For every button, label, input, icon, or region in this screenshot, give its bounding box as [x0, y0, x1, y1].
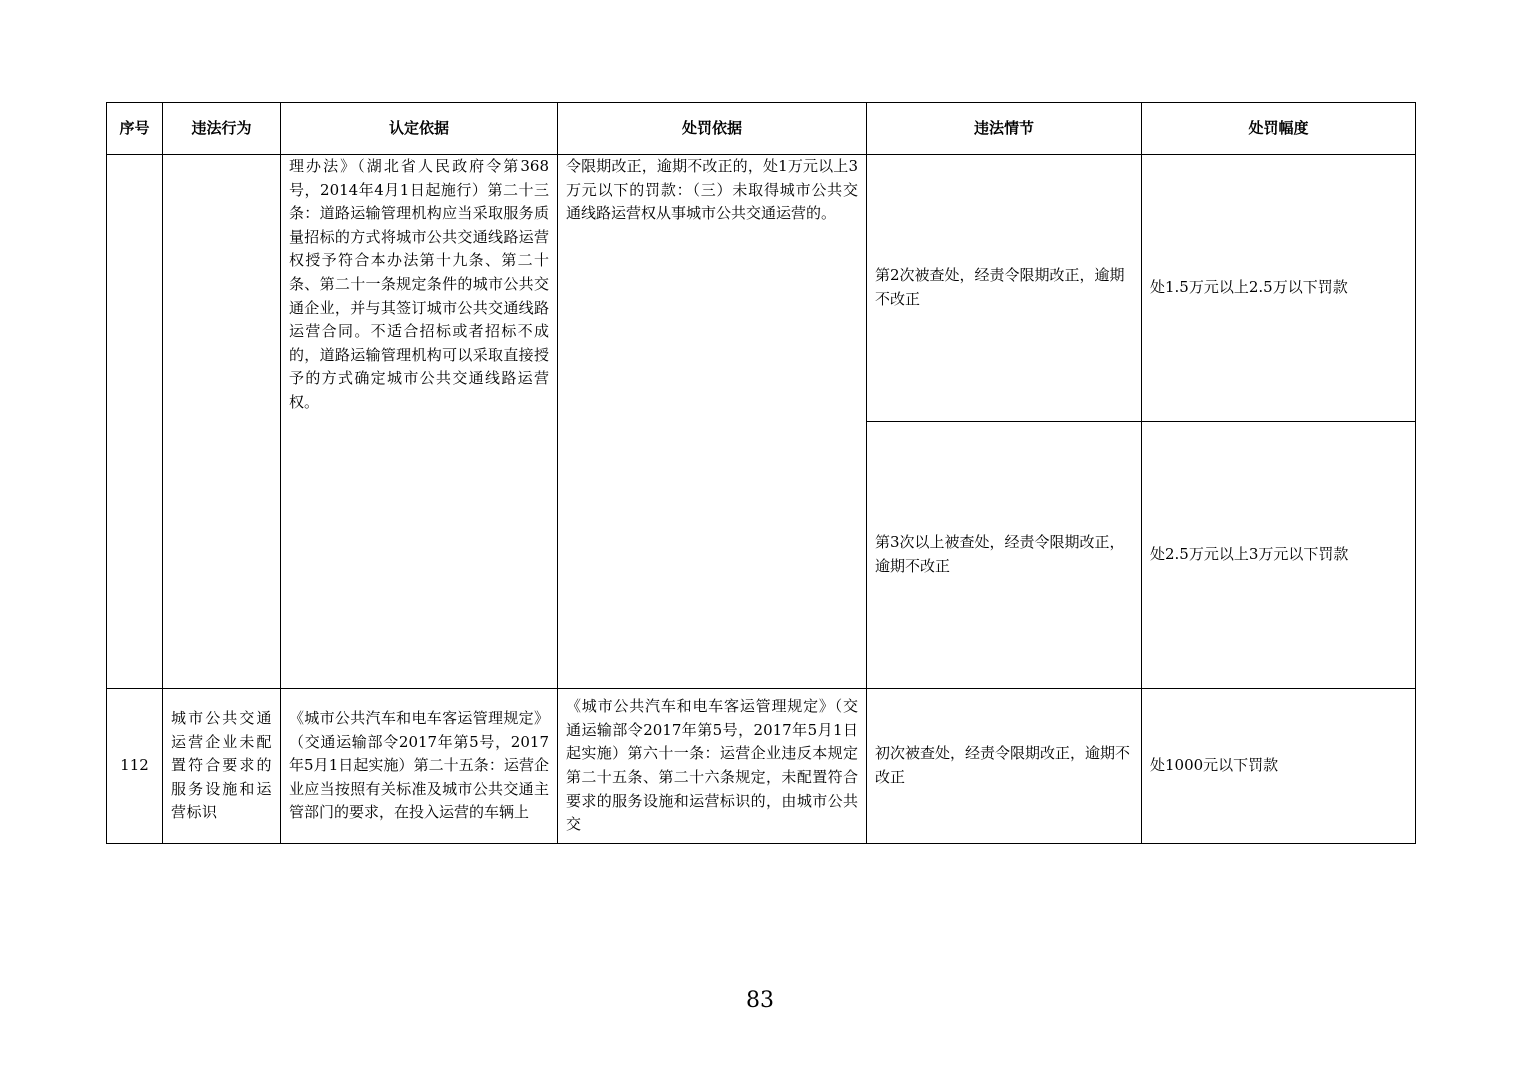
violation-cell-empty: [163, 155, 281, 689]
violation-behavior: 城市公共交通运营企业未配置符合要求的服务设施和运营标识: [163, 689, 281, 844]
circumstance-cell: 第3次以上被查处，经责令限期改正，逾期不改正: [867, 422, 1142, 689]
table-row: [107, 155, 1416, 422]
circumstance-cell: 第2次被查处，经责令限期改正，逾期不改正: [867, 155, 1142, 422]
penalty-basis-cell: 令限期改正，逾期不改正的，处1万元以上3万元以下的罚款：（三）未取得城市公共交通线路运营权从事城市公共交通运营的。: [558, 155, 867, 689]
table-row: [107, 689, 1416, 844]
penalty-range-cell: 处1.5万元以上2.5万以下罚款: [1142, 155, 1416, 422]
row-number: 112: [107, 689, 163, 844]
penalty-range-cell: 处1000元以下罚款: [1142, 689, 1416, 844]
header-number: 序号: [107, 103, 163, 155]
header-circumstances: 违法情节: [867, 103, 1142, 155]
number-cell-empty: [107, 155, 163, 689]
header-determination-basis: 认定依据: [281, 103, 558, 155]
determination-basis-cell: 《城市公共汽车和电车客运管理规定》（交通运输部令2017年第5号，2017年5月1日起实施）第二十五条：运营企业应当按照有关标准及城市公共交通主管部门的要求，在投入运营的车辆上: [281, 689, 558, 844]
header-violation: 违法行为: [163, 103, 281, 155]
circumstance-cell: 初次被查处，经责令限期改正，逾期不改正: [867, 689, 1142, 844]
penalty-basis-cell: 《城市公共汽车和电车客运管理规定》（交通运输部令2017年第5号，2017年5月1日起实施）第六十一条：运营企业违反本规定第二十五条、第二十六条规定，未配置符合要求的服务设施和运营标识的，由城市公共交: [558, 689, 867, 844]
header-penalty-range: 处罚幅度: [1142, 103, 1416, 155]
determination-basis-cell: 理办法》（湖北省人民政府令第368号，2014年4月1日起施行）第二十三条：道路运输管理机构应当采取服务质量招标的方式将城市公共交通线路运营权授予符合本办法第十九条、第二十条、第二十一条规定条件的城市公共交通企业，并与其签订城市公共交通线路运营合同。不适合招标或者招标不成的，道路运输管理机构可以采取直接授予的方式确定城市公共交通线路运营权。: [281, 155, 558, 689]
table-header-row: [107, 103, 1416, 155]
penalty-range-cell: 处2.5万元以上3万元以下罚款: [1142, 422, 1416, 689]
page-number: 83: [746, 988, 774, 1013]
penalty-table: [106, 102, 1416, 844]
header-penalty-basis: 处罚依据: [558, 103, 867, 155]
